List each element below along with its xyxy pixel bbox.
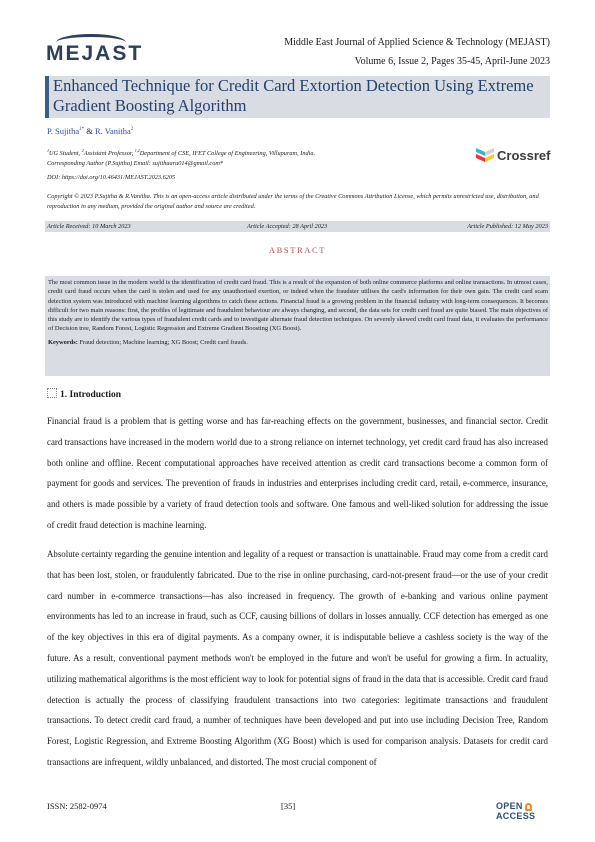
- keywords-list: Fraud detection; Machine learning; XG Boost; Credit card frauds.: [77, 338, 248, 346]
- keywords-label: Keywords:: [48, 338, 78, 346]
- open-access-left: OPEN: [496, 801, 523, 811]
- affil-department: Department of CSE, IFET College of Engineering, Villupuram, India.: [139, 150, 316, 158]
- section-marker-icon: [47, 388, 57, 398]
- author-2: R. Vanitha: [95, 126, 131, 136]
- affiliations: [47, 146, 315, 169]
- logo-text: MEJAST: [46, 42, 144, 65]
- abstract-heading: ABSTRACT: [268, 245, 327, 255]
- abstract-box: [45, 276, 550, 376]
- journal-logo: [46, 40, 144, 70]
- date-received: Article Received: 10 March 2023: [47, 223, 131, 230]
- crossref-label: Crossref: [497, 148, 551, 163]
- section-title: 1. Introduction: [60, 390, 122, 400]
- section-heading: [47, 388, 121, 400]
- author-2-sup: 2: [130, 127, 134, 133]
- paragraph-2: Absolute certainty regarding the genuine intention and legality of a request or transaction is unattainable. Fraud may come from a credit card that has been lost, stolen, or fraudulently fabricated. Due to the rise in online purchasing, card-not-present fraud—or the use of your credit card number in e-commerce transactions—has also increased in frequency. The growth of e-banking and various online payment environments has led to an increase in fraud, such as CCF, causing billions of dollars in losses annually. CCF detection has emerged as one of the key objectives in this era of digital payments. As a company owner, it is indisputable believe a cashless society is the way of the future. As a result, conventional payment methods won't be employed in the future and won't be useful for growing a firm. In actuality, utilizing mathematical algorithms is the most efficient way to look for potential signs of fraud in the data that is accessible. Credit card fraud detection is actually the process of classifying fraudulent transactions into two categories: legitimate transactions and fraudulent transactions. To detect credit card fraud, a number of techniques have been developed and put into use including Decision Tree, Random Forest, Logistic Regression, and Extreme Boosting Algorithm (XG Boost) which is used for comparison analysis. Datasets for credit card transactions are infrequent, wildly unbalanced, and distorted. The most crucial component of: [47, 549, 548, 767]
- date-published: Article Published: 12 May 2023: [467, 223, 548, 230]
- open-access-lock-icon: [525, 803, 532, 811]
- crossref-badge[interactable]: [476, 146, 556, 170]
- corresponding-author: Corresponding Author (P.Sujitha) Email: sujithaaru014@gmail.com*: [47, 160, 224, 168]
- article-dates: [45, 221, 550, 232]
- affil-role-2: Assistant Professor,: [83, 150, 135, 158]
- abstract-text: The most common issue in the modern world is the identification of credit card fraud. This is a result of the expansion of both online commerce platforms and online transactions. In utmost cases, credit card fraud occurs when the card is stolen and used for any unauthorised exertion, or indeed when the fraudster utilises the card's information for their own gain. The credit card scam detection system was introduced with machine learning algorithms to catch these actions. Financial fraud is a growing problem in the financial industry with long-term consequences. It becomes difficult for two main reasons: first, the profiles of legitimate and fraudulent behaviour are always changing, and second, the data sets for credit card fraud are quite biased. The main objectives of this study are to identify the various types of fraudulent credit cards and to investigate alternate fraud detection techniques. On severely skewed credit card fraud data, it evaluates the performance of Decision tree, Random Forest, Logistic Regression and Extreme Gradient Boosting (XG Boost).: [48, 279, 548, 333]
- affil-role-1: UG Student,: [49, 150, 82, 158]
- copyright-notice: Copyright © 2023 P.Sujitha & R.Vanitha. This is an open-access article distributed under the terms of the Creative Commons Attribution License, which permits unrestricted use, distribution, and reproduction in any medium, provided the original author and source are credited.: [47, 193, 539, 210]
- paper-title: Enhanced Technique for Credit Card Extortion Detection Using Extreme Gradient Boosting Algorithm: [53, 76, 534, 115]
- keywords: [48, 338, 548, 347]
- journal-issue: Volume 6, Issue 2, Pages 35-45, April-June 2023: [354, 56, 550, 67]
- affil-sup-2: 2: [81, 148, 84, 153]
- author-separator: &: [84, 126, 95, 136]
- affil-sup-12: 1,2: [134, 148, 140, 153]
- open-access-right: ACCESS: [496, 811, 536, 821]
- title-banner: [45, 76, 550, 118]
- footer-issn: ISSN: 2582-0974: [47, 801, 107, 811]
- crossref-icon: [476, 146, 494, 164]
- author-line: [47, 126, 133, 136]
- date-accepted: Article Accepted: 28 April 2023: [247, 223, 328, 230]
- doi-link[interactable]: DOI: https://doi.org/10.46431/MEJAST.2023.6205: [47, 174, 176, 181]
- author-1-sup: 1*: [79, 127, 85, 133]
- page-number: [35]: [281, 801, 296, 811]
- affil-sup-1: 1: [47, 148, 49, 153]
- author-1: P. Sujitha: [47, 126, 80, 136]
- open-access-badge: [496, 801, 551, 821]
- journal-header: [284, 33, 550, 71]
- journal-name: Middle East Journal of Applied Science & Technology (MEJAST): [284, 37, 550, 48]
- paragraph-1: Financial fraud is a problem that is getting worse and has far-reaching effects on the government, businesses, and financial sector. Credit card transactions have increased in the modern world due to a strong reliance on internet technology, yet credit card fraud has also increased both online and offline. Recent computational approaches have received attention as credit card transactions become a common form of payment for goods and services. The prevention of frauds in industries and enterprises including credit card, retail, e-commerce, insurance, and others is made possible by a variety of fraud detection tools and software. One famous and well-liked solution for addressing the issue of credit fraud detection is machine learning.: [47, 416, 548, 530]
